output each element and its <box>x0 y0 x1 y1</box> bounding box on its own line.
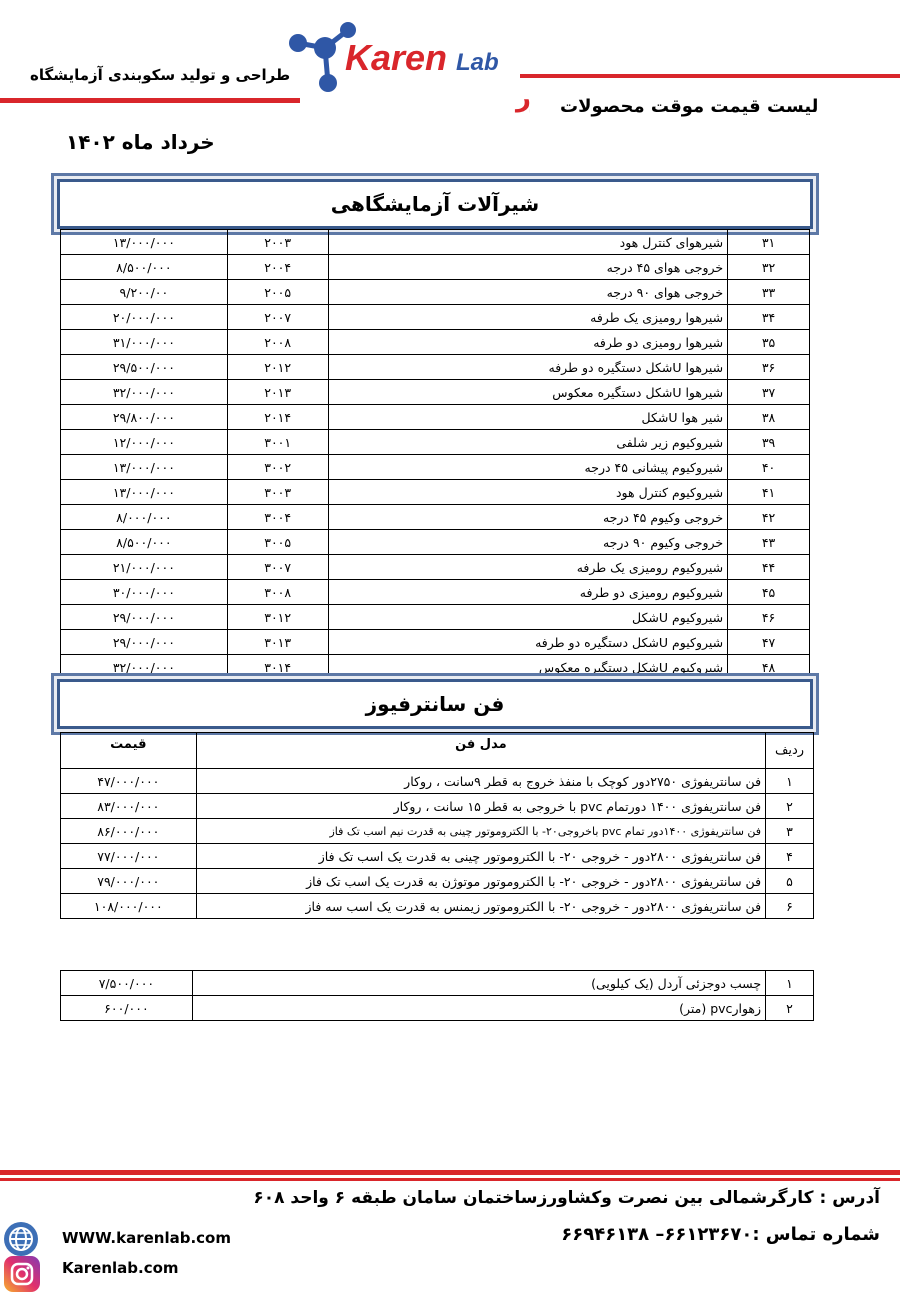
row-number-cell: ۴۲ <box>728 505 810 530</box>
fan-model-cell: فن سانتریفوژی ۲۸۰۰دور - خروجی ۲۰- با الکتروموتور چینی به قدرت یک اسب تک فاز <box>196 844 765 869</box>
price-cell: ۱۳/۰۰۰/۰۰۰ <box>61 455 228 480</box>
column-header-price: قیمت <box>61 733 197 769</box>
fan-model-cell: فن سانتریفوژی ۲۷۵۰دور کوچک با منفذ خروج به قطر ۹سانت ، روکار <box>196 769 765 794</box>
header-red-line-left <box>0 98 300 103</box>
product-code-cell: ۲۰۱۲ <box>227 355 328 380</box>
row-number-cell: ۳۸ <box>728 405 810 430</box>
row-number-cell: ۵ <box>766 869 814 894</box>
price-cell: ۲۰/۰۰۰/۰۰۰ <box>61 305 228 330</box>
product-code-cell: ۳۰۰۷ <box>227 555 328 580</box>
product-code-cell: ۳۰۰۱ <box>227 430 328 455</box>
product-name-cell: چسب دوجزئی آردل (یک کیلویی) <box>192 971 765 996</box>
instagram-icon <box>4 1256 40 1292</box>
centrifugal-fan-table <box>60 732 814 919</box>
column-header-row-number: ردیف <box>766 733 814 769</box>
row-number-cell: ۳۷ <box>728 380 810 405</box>
row-number-cell: ۴۰ <box>728 455 810 480</box>
product-name-cell: شیرهوا رومیزی دو طرفه <box>328 330 728 355</box>
table-row <box>61 480 810 505</box>
company-address: آدرس : کارگرشمالی بین نصرت وکشاورزساختمان سامان طبقه ۶ واحد ۶۰۸ <box>253 1188 880 1208</box>
product-code-cell: ۲۰۰۵ <box>227 280 328 305</box>
row-number-cell: ۴۸ <box>728 655 810 680</box>
row-number-cell: ۴۱ <box>728 480 810 505</box>
row-number-cell: ۳ <box>766 819 814 844</box>
row-number-cell: ۳۴ <box>728 305 810 330</box>
product-name-cell: خروجی هوای ۴۵ درجه <box>328 255 728 280</box>
table-row <box>61 769 814 794</box>
table-row <box>61 555 810 580</box>
price-cell: ۱۳/۰۰۰/۰۰۰ <box>61 480 228 505</box>
table-row <box>61 355 810 380</box>
header-red-line-right <box>520 74 900 78</box>
product-code-cell: ۲۰۱۴ <box>227 405 328 430</box>
price-cell: ۲۹/۰۰۰/۰۰۰ <box>61 605 228 630</box>
table-row <box>61 380 810 405</box>
product-name-cell: خروجی هوای ۹۰ درجه <box>328 280 728 305</box>
section-title-text: شیرآلات آزمایشگاهی <box>330 192 540 216</box>
table-row <box>61 530 810 555</box>
row-number-cell: ۲ <box>766 996 814 1021</box>
product-code-cell: ۳۰۰۵ <box>227 530 328 555</box>
table-row <box>61 455 810 480</box>
footer-red-line-thin <box>0 1178 900 1181</box>
product-code-cell: ۲۰۰۴ <box>227 255 328 280</box>
product-name-cell: زهوارpvc (متر) <box>192 996 765 1021</box>
table-row <box>61 430 810 455</box>
svg-text:Karen: Karen <box>345 37 448 78</box>
product-code-cell: ۳۰۰۴ <box>227 505 328 530</box>
product-code-cell: ۲۰۱۳ <box>227 380 328 405</box>
price-cell: ۳۰/۰۰۰/۰۰۰ <box>61 580 228 605</box>
fan-model-cell: فن سانتریفوژی ۲۸۰۰دور - خروجی ۲۰- با الکتروموتور زیمنس به قدرت یک اسب سه فاز <box>196 894 765 919</box>
product-code-cell: ۲۰۰۷ <box>227 305 328 330</box>
table-row <box>61 794 814 819</box>
price-cell: ۲۹/۰۰۰/۰۰۰ <box>61 630 228 655</box>
fan-model-cell: فن سانتریفوژی ۱۴۰۰دور تمام pvc باخروجی۲۰- با الکتروموتور چینی به قدرت نیم اسب تک فاز <box>196 819 765 844</box>
table-row <box>61 819 814 844</box>
row-number-cell: ۳۵ <box>728 330 810 355</box>
price-cell: ۹/۲۰۰/۰۰ <box>61 280 228 305</box>
price-cell: ۴۷/۰۰۰/۰۰۰ <box>61 769 197 794</box>
price-cell: ۸/۵۰۰/۰۰۰ <box>61 255 228 280</box>
row-number-cell: ۳۹ <box>728 430 810 455</box>
price-cell: ۸/۰۰۰/۰۰۰ <box>61 505 228 530</box>
price-cell: ۲۹/۸۰۰/۰۰۰ <box>61 405 228 430</box>
product-name-cell: شیروکیوم Uشکل دستگیره دو طرفه <box>328 630 728 655</box>
section-title-lab-valves <box>57 179 813 229</box>
company-tagline: طراحی و تولید سکوبندی آزمایشگاه <box>30 66 291 84</box>
price-cell: ۳۱/۰۰۰/۰۰۰ <box>61 330 228 355</box>
row-number-cell: ۴۵ <box>728 580 810 605</box>
product-code-cell: ۳۰۰۲ <box>227 455 328 480</box>
product-name-cell: شیروکیوم Uشکل <box>328 605 728 630</box>
price-cell: ۷۷/۰۰۰/۰۰۰ <box>61 844 197 869</box>
product-code-cell: ۳۰۱۲ <box>227 605 328 630</box>
instagram-link[interactable]: Karenlab.com <box>62 1259 179 1277</box>
product-name-cell: شیروکیوم رومیزی دو طرفه <box>328 580 728 605</box>
price-cell: ۲۹/۵۰۰/۰۰۰ <box>61 355 228 380</box>
row-number-cell: ۱ <box>766 971 814 996</box>
price-cell: ۳۲/۰۰۰/۰۰۰ <box>61 655 228 680</box>
product-name-cell: شیرهوا رومیزی یک طرفه <box>328 305 728 330</box>
price-cell: ۱۳/۰۰۰/۰۰۰ <box>61 230 228 255</box>
row-number-cell: ۴ <box>766 844 814 869</box>
table-row <box>61 844 814 869</box>
product-name-cell: خروجی وکیوم ۹۰ درجه <box>328 530 728 555</box>
section-title-text: فن سانترفیوز <box>365 692 505 716</box>
product-name-cell: شیرهوای کنترل هود <box>328 230 728 255</box>
row-number-cell: ۴۳ <box>728 530 810 555</box>
globe-icon <box>4 1222 38 1256</box>
price-cell: ۸۳/۰۰۰/۰۰۰ <box>61 794 197 819</box>
lab-valves-table <box>60 229 810 680</box>
molecule-logo-icon <box>280 18 530 118</box>
table-row <box>61 505 810 530</box>
table-row <box>61 255 810 280</box>
table-row <box>61 280 810 305</box>
product-name-cell: شیروکیوم Uشکل دستگیره معکوس <box>328 655 728 680</box>
product-name-cell: شیر هوا Uشکل <box>328 405 728 430</box>
product-code-cell: ۳۰۱۳ <box>227 630 328 655</box>
svg-text:Lab: Lab <box>456 49 499 76</box>
price-cell: ۷/۵۰۰/۰۰۰ <box>61 971 193 996</box>
product-name-cell: شیروکیوم زیر شلفی <box>328 430 728 455</box>
row-number-cell: ۲ <box>766 794 814 819</box>
table-row <box>61 655 810 680</box>
price-cell: ۸۶/۰۰۰/۰۰۰ <box>61 819 197 844</box>
product-name-cell: خروجی وکیوم ۴۵ درجه <box>328 505 728 530</box>
row-number-cell: ۴۷ <box>728 630 810 655</box>
price-list-date: خرداد ماه ۱۴۰۲ <box>66 130 215 154</box>
price-cell: ۸/۵۰۰/۰۰۰ <box>61 530 228 555</box>
footer-red-line <box>0 1170 900 1175</box>
table-row <box>61 605 810 630</box>
accessories-table <box>60 970 814 1021</box>
fan-model-cell: فن سانتریفوژی ۱۴۰۰ دورتمام pvc با خروجی به قطر ۱۵ سانت ، روکار <box>196 794 765 819</box>
price-cell: ۱۰۸/۰۰۰/۰۰۰ <box>61 894 197 919</box>
product-code-cell: ۳۰۰۸ <box>227 580 328 605</box>
karen-lab-logo <box>280 18 530 118</box>
product-code-cell: ۳۰۱۴ <box>227 655 328 680</box>
price-cell: ۶۰۰/۰۰۰ <box>61 996 193 1021</box>
row-number-cell: ۶ <box>766 894 814 919</box>
table-row <box>61 230 810 255</box>
row-number-cell: ۴۶ <box>728 605 810 630</box>
table-row <box>61 580 810 605</box>
fan-model-cell: فن سانتریفوژی ۲۸۰۰دور - خروجی ۲۰- با الکتروموتور موتوژن به قدرت یک اسب تک فاز <box>196 869 765 894</box>
table-row <box>61 630 810 655</box>
product-code-cell: ۳۰۰۳ <box>227 480 328 505</box>
table-row <box>61 971 814 996</box>
document-title: لیست قیمت موقت محصولات <box>560 96 819 117</box>
contact-phone: شماره تماس :۶۶۱۲۳۶۷۰– ۶۶۹۴۶۱۳۸ <box>561 1224 880 1245</box>
price-cell: ۲۱/۰۰۰/۰۰۰ <box>61 555 228 580</box>
product-name-cell: شیرهوا Uشکل دستگیره دو طرفه <box>328 355 728 380</box>
price-cell: ۷۹/۰۰۰/۰۰۰ <box>61 869 197 894</box>
row-number-cell: ۳۳ <box>728 280 810 305</box>
row-number-cell: ۴۴ <box>728 555 810 580</box>
product-name-cell: شیروکیوم کنترل هود <box>328 480 728 505</box>
row-number-cell: ۳۶ <box>728 355 810 380</box>
row-number-cell: ۳۱ <box>728 230 810 255</box>
column-header-fan-model: مدل فن <box>196 733 765 769</box>
product-name-cell: شیروکیوم پیشانی ۴۵ درجه <box>328 455 728 480</box>
svg-text:کارن پویا نوآور: ر <box>516 83 530 113</box>
table-row <box>61 996 814 1021</box>
table-row <box>61 894 814 919</box>
row-number-cell: ۳۲ <box>728 255 810 280</box>
section-title-centrifugal-fan <box>57 679 813 729</box>
product-code-cell: ۲۰۰۳ <box>227 230 328 255</box>
website-link[interactable]: WWW.karenlab.com <box>62 1229 231 1247</box>
price-cell: ۳۲/۰۰۰/۰۰۰ <box>61 380 228 405</box>
price-cell: ۱۲/۰۰۰/۰۰۰ <box>61 430 228 455</box>
product-name-cell: شیروکیوم رومیزی یک طرفه <box>328 555 728 580</box>
table-row <box>61 405 810 430</box>
product-name-cell: شیرهوا Uشکل دستگیره معکوس <box>328 380 728 405</box>
table-row <box>61 330 810 355</box>
table-row <box>61 305 810 330</box>
row-number-cell: ۱ <box>766 769 814 794</box>
product-code-cell: ۲۰۰۸ <box>227 330 328 355</box>
table-row <box>61 869 814 894</box>
